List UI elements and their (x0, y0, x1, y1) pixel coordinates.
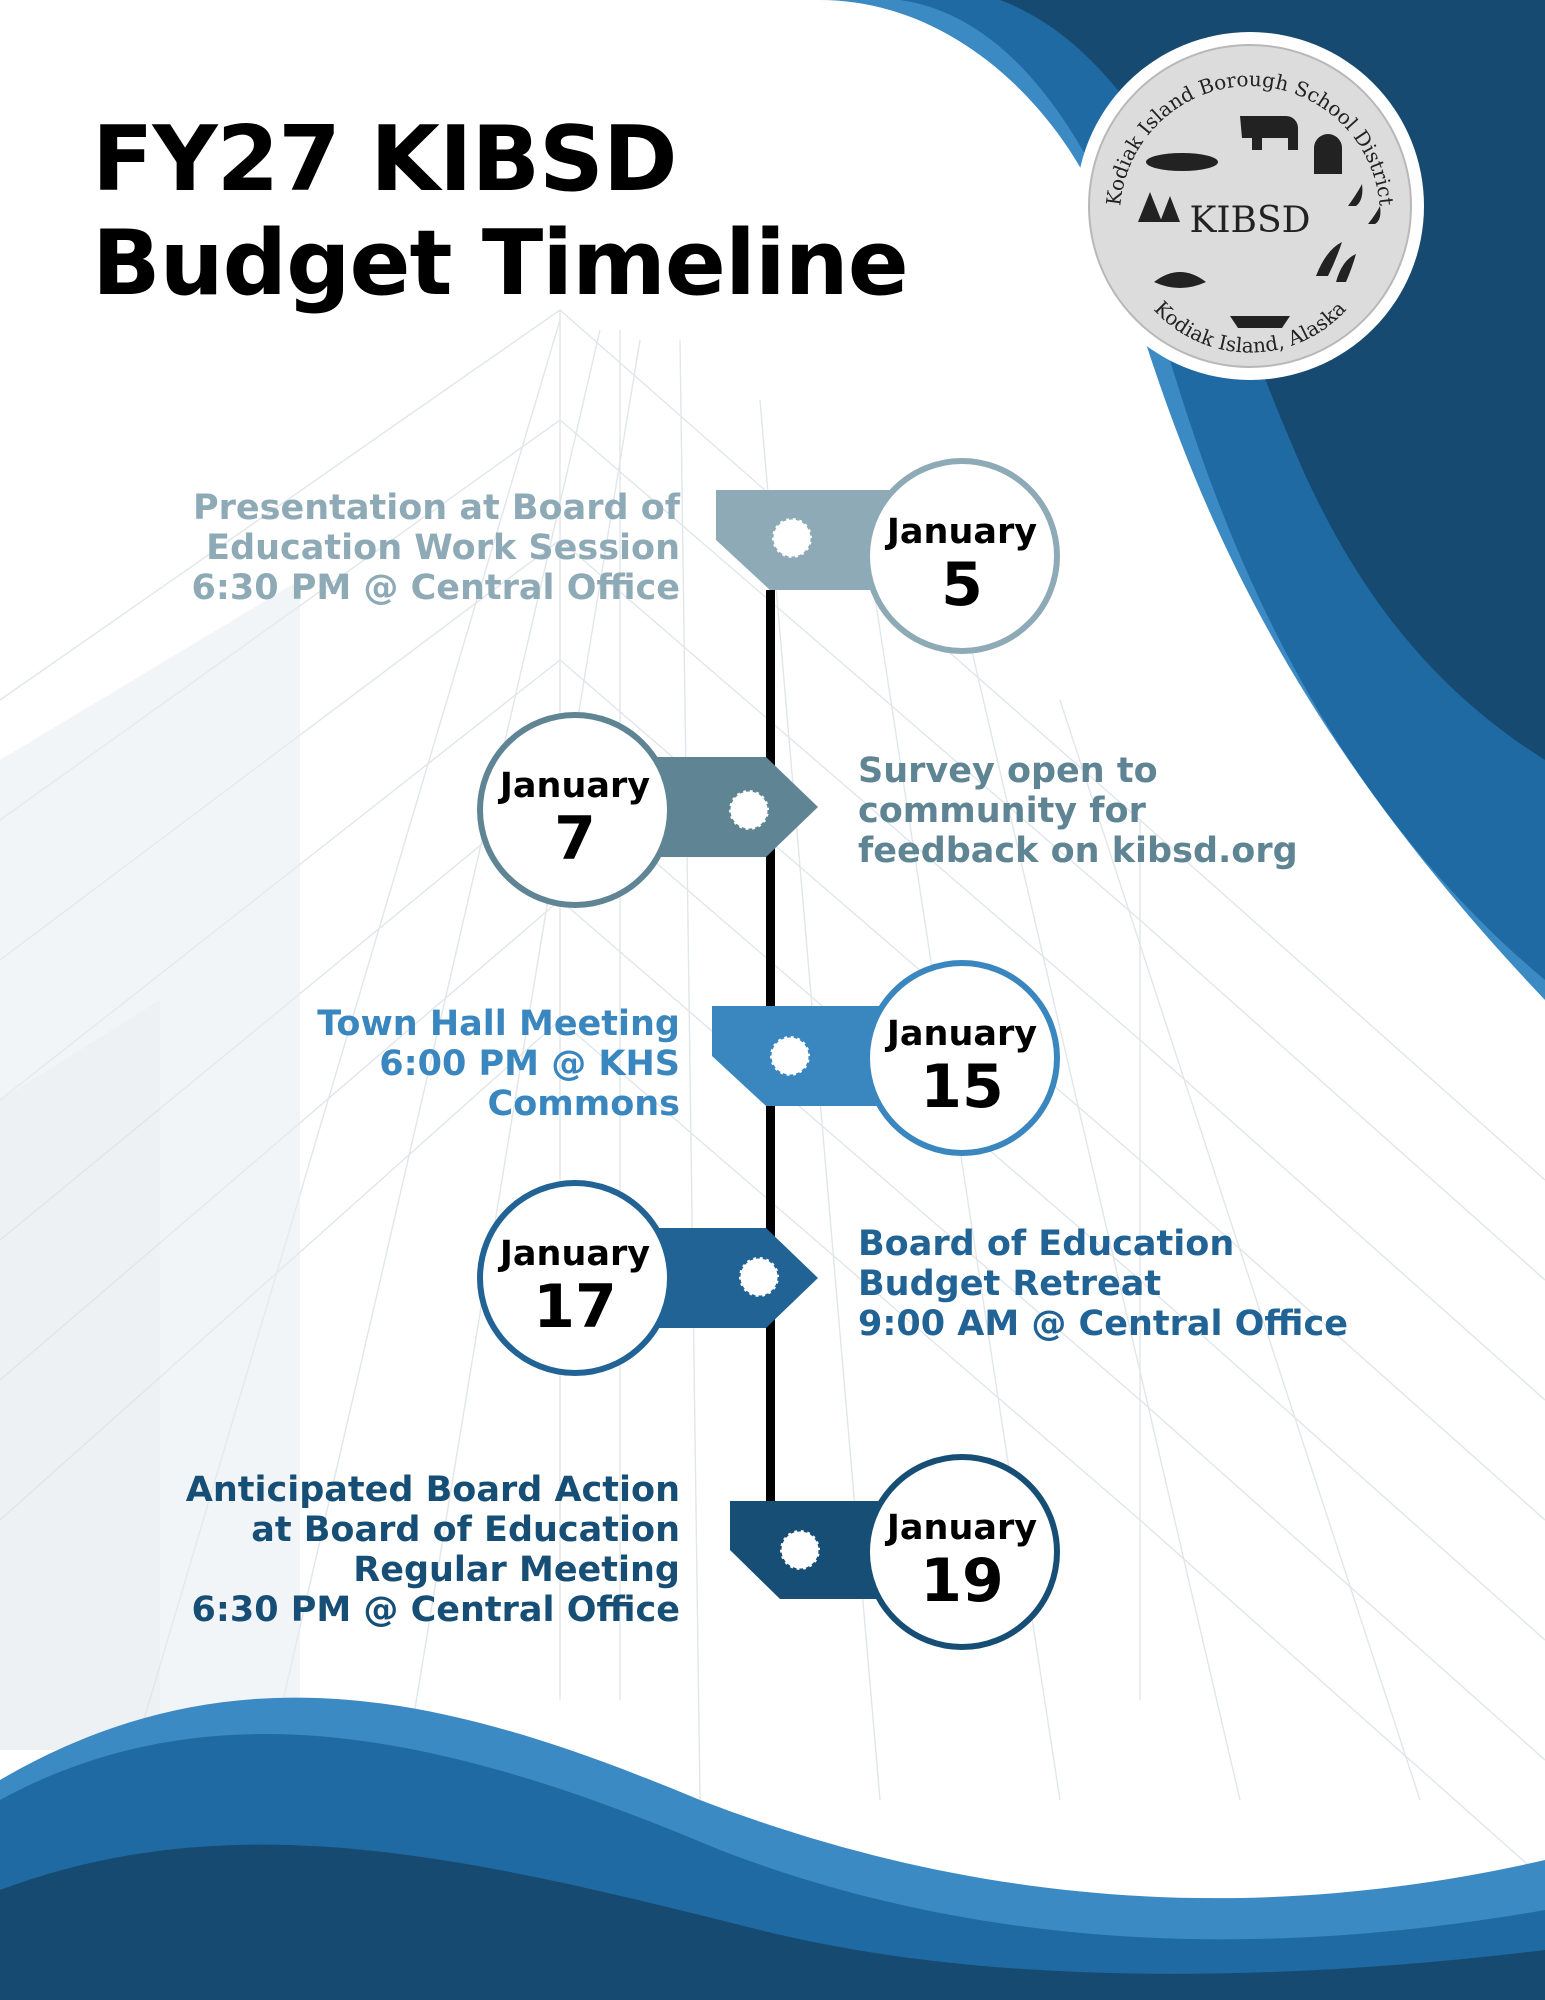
logo-center-text: KIBSD (1189, 200, 1311, 241)
event-line: Education Work Session (206, 528, 680, 568)
date-circle-2 (477, 712, 673, 908)
event-description-5 (186, 1470, 680, 1630)
date-day: 7 (554, 804, 596, 874)
event-description-3 (317, 1004, 680, 1124)
event-line: Board of Education (858, 1224, 1235, 1264)
title-line-2: Budget Timeline (92, 211, 908, 316)
date-month: January (499, 1234, 651, 1274)
event-line: Survey open to (858, 751, 1158, 791)
date-day: 15 (920, 1052, 1004, 1122)
date-circle-4 (477, 1180, 673, 1376)
date-month: January (499, 766, 651, 806)
event-line: 6:00 PM @ KHS (379, 1044, 680, 1084)
event-line: at Board of Education (251, 1510, 680, 1550)
event-line: Budget Retreat (858, 1264, 1162, 1304)
event-line: Town Hall Meeting (317, 1004, 680, 1044)
event-description-4 (858, 1224, 1348, 1344)
event-line: Anticipated Board Action (185, 1470, 680, 1510)
event-description-2 (858, 751, 1298, 871)
event-line: feedback on kibsd.org (858, 831, 1298, 871)
logo-ring-top: Kodiak Island Borough School District (1101, 66, 1399, 207)
date-day: 5 (941, 550, 983, 620)
event-line: Presentation at Board of (192, 488, 680, 528)
event-line: 9:00 AM @ Central Office (858, 1304, 1348, 1344)
event-line: Regular Meeting (353, 1550, 680, 1590)
event-line: 6:30 PM @ Central Office (191, 568, 680, 608)
event-line: Commons (487, 1084, 680, 1124)
date-month: January (886, 1014, 1038, 1054)
logo-ring-bottom: Kodiak Island, Alaska (1149, 296, 1351, 358)
title-line-1: FY27 KIBSD (92, 107, 677, 212)
event-line: community for (858, 791, 1146, 831)
event-description-1 (192, 488, 681, 608)
date-circle-5 (864, 1454, 1060, 1650)
event-line: 6:30 PM @ Central Office (191, 1590, 680, 1630)
date-circle-1 (864, 458, 1060, 654)
date-circle-3 (864, 960, 1060, 1156)
date-day: 19 (920, 1546, 1004, 1616)
date-month: January (886, 512, 1038, 552)
date-month: January (886, 1508, 1038, 1548)
date-day: 17 (533, 1272, 617, 1342)
